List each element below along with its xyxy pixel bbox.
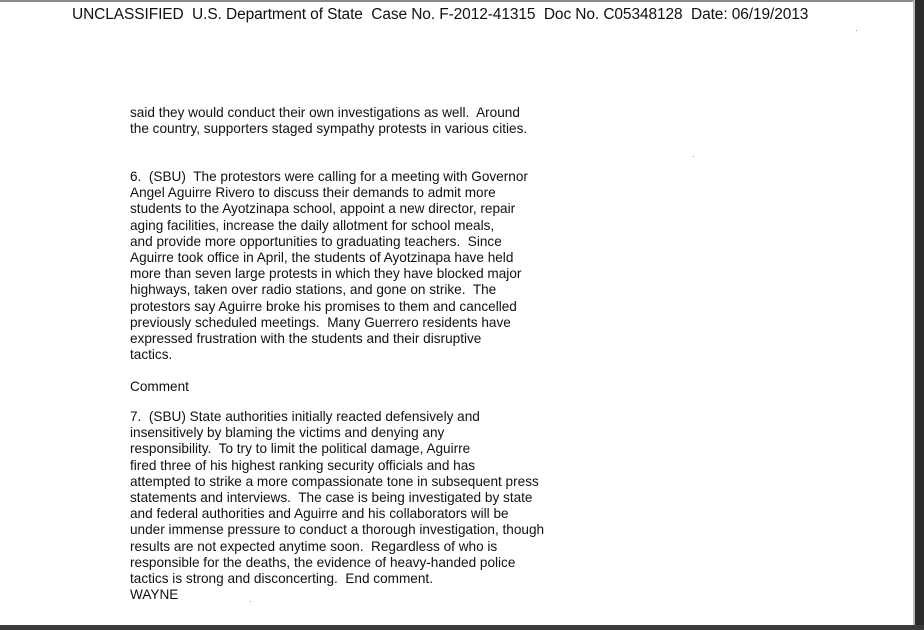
text-line: more than seven large protests in which they have blocked major [130, 266, 522, 282]
comment-heading: Comment [130, 379, 189, 394]
text-line: students to the Ayotzinapa school, appoint a new director, repair [130, 201, 516, 217]
text-line: the country, supporters staged sympathy protests in various cities. [130, 121, 528, 137]
text-line: Angel Aguirre Rivero to discuss their demands to admit more [130, 185, 496, 201]
text-line: fired three of his highest ranking security officials and has [130, 457, 476, 473]
text-line: attempted to strike a more compassionate tone in subsequent press [130, 473, 539, 489]
scan-speck [693, 156, 694, 157]
scan-border-bottom [0, 625, 924, 630]
text-line: said they would conduct their own investigations as well. Around [130, 105, 520, 120]
text-line: responsible for the deaths, the evidence of heavy-handed police [130, 554, 516, 570]
document-header: UNCLASSIFIED U.S. Department of State Case No. F-2012-41315 Doc No. C05348128 Date: 06/19/2013 [72, 6, 809, 23]
text-line: tactics. [130, 347, 173, 363]
scan-speck [856, 30, 857, 31]
paragraph-6 [130, 169, 528, 363]
text-line: aging facilities, increase the daily allotment for school meals, [130, 217, 495, 233]
text-line: statements and interviews. The case is being investigated by state [130, 490, 533, 506]
paragraph-7 [130, 409, 544, 603]
signature: WAYNE [130, 587, 179, 603]
text-line: expressed frustration with the students and their disruptive [130, 331, 482, 347]
scan-border-right [915, 0, 924, 630]
text-line: protestors say Aguirre broke his promises to them and cancelled [130, 298, 517, 314]
text-line: 7. (SBU) State authorities initially reacted defensively and [130, 409, 480, 424]
text-line: results are not expected anytime soon. Regardless of who is [130, 538, 498, 554]
text-line: under immense pressure to conduct a thorough investigation, though [130, 522, 545, 538]
text-line: 6. (SBU) The protestors were calling for a meeting with Governor [130, 169, 528, 184]
text-line: tactics is strong and disconcerting. End comment. [130, 571, 433, 587]
text-line: responsibility. To try to limit the political damage, Aguirre [130, 441, 471, 457]
text-line: highways, taken over radio stations, and gone on strike. The [130, 282, 497, 298]
page-top-edge [0, 0, 924, 2]
text-line: and federal authorities and Aguirre and his collaborators will be [130, 506, 509, 522]
text-line: previously scheduled meetings. Many Guerrero residents have [130, 314, 511, 330]
paragraph-continued [130, 105, 527, 137]
text-line: Aguirre took office in April, the students of Ayotzinapa have held [130, 250, 514, 266]
text-line: and provide more opportunities to graduating teachers. Since [130, 233, 502, 249]
text-line: insensitively by blaming the victims and denying any [130, 425, 445, 441]
